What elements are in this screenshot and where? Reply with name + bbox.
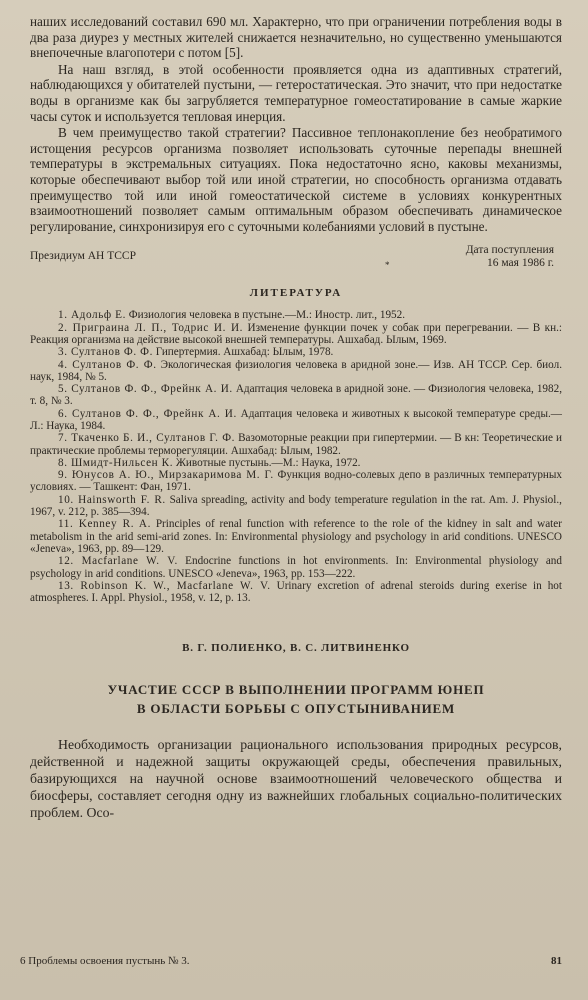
reference-text: Гипертермия. Ашхабад: Ылым, 1978. (152, 346, 334, 359)
reference-author: 4. Султанов Ф. Ф. (58, 358, 157, 371)
reference-text: Urinary excretion of adrenal steroids during exerise in hot atmospheres. I. Appl. Physiol., 1958, v. 12, p. 13. (30, 579, 563, 605)
reference-author: 5. Султанов Ф. Ф., Фрейнк А. И. (58, 383, 233, 396)
reference-item (30, 457, 562, 469)
reference-item (30, 383, 562, 408)
reference-text: Адаптация человека в аридной зоне. — Физиология человека, 1982, т. 8, № 3. (30, 383, 562, 408)
reference-item (30, 322, 562, 347)
page-number: 81 (551, 955, 562, 967)
reference-text: Saliva spreading, activity and body temperature regulation in the rat. Am. J. Physiol., 1967, v. 212, p. 385—394. (30, 493, 562, 519)
reference-text: Адаптация человека и животных к высокой температуре среды.—Л.: Наука, 1984. (30, 407, 562, 432)
reference-item (30, 518, 562, 555)
reference-author: 10. Hainsworth F. R. (58, 493, 166, 506)
reference-text: Экологическая физиология человека в аридной зоне.— Изв. АН ТССР. Сер. биол. наук, 1984, № 5. (30, 358, 562, 383)
body-paragraph-3: В чем преимущество такой стратегии? Пассивное теплонакопление без необратимого истощения ресурсов организма позволяет использовать суточные перепады внешней температуры в экстремальных ситуациях. Пока недостаточно ясно, каковы механизмы, которые обеспечивают выбор той или иной стратегии, но способность организма отдавать преимущество той или иной гомеостатической системе в условиях конкурентных взаимоотношений позволяет самым оптимальным образом обеспечивать динамическое регулирование, синхронизируя его с суточными колебаниями условий в пустыне. (30, 125, 562, 234)
reference-text: Функция водно-солевых депо в различных температурных условиях. — Ташкент: Фан, 1971. (30, 469, 563, 494)
reference-item (30, 580, 562, 605)
institution-line: Президиум АН ТССР (30, 250, 136, 263)
reference-author: 12. Macfarlane W. V. (58, 555, 178, 568)
reference-item (30, 359, 562, 384)
body-paragraph-1: наших исследований составил 690 мл. Характерно, что при ограничении потребления воды в два раза диурез у местных жителей снижается незначительно, но существенно уменьшаются внепочечные влагопотери с потом [5]. (30, 14, 562, 61)
article-body (30, 736, 562, 821)
reference-item (30, 494, 562, 519)
article-title (30, 680, 562, 718)
reference-text: Вазомоторные реакции при гипертермии. — В кн: Теоретические и практические проблемы терморегуляции. Ашхабад: Ылым, 1982. (30, 432, 562, 457)
article-title-line-2: В ОБЛАСТИ БОРЬБЫ С ОПУСТЫНИВАНИЕМ (136, 701, 456, 717)
article-title-line-1: УЧАСТИЕ СССР В ВЫПОЛНЕНИИ ПРОГРАММ ЮНЕП (107, 682, 485, 698)
reference-author: 13. Robinson K. W., Macfarlane W. V. (58, 579, 271, 592)
literature-heading: ЛИТЕРАТУРА (249, 287, 343, 300)
reference-author: 3. Султанов Ф. Ф. (58, 346, 153, 359)
reference-item (30, 469, 562, 494)
article-meta (30, 244, 562, 282)
reference-author: 7. Ткаченко Б. И., Султанов Г. Ф. (58, 432, 236, 445)
reference-author: 6. Султанов Ф. Ф., Фрейнк А. И. (58, 407, 237, 420)
reference-author: 8. Шмидт-Нильсен К. (58, 456, 174, 469)
article-body-paragraph: Необходимость организации рационального использования природных ресурсов, действенной и надежной защиты окружающей среды, обеспечения правильных, базирующихся на научной основе взаимоотношений человеческого общества и биосферы, составляет сегодня одну из важнейших глобальных социально-политических проблем. Осо- (30, 737, 562, 821)
received-label: Дата поступления (465, 244, 554, 257)
page-footer (20, 955, 562, 969)
reference-author: 2. Приграина Л. П., Тодрис И. И. (58, 321, 244, 334)
body-paragraph-2: На наш взгляд, в этой особенности проявляется одна из адаптивных стратегий, наблюдающихся у обитателей пустыни, — гетеростатическая. Это значит, что при недостатке воды в организме как бы загрубляется температурное гомеостатирование в самые жаркие часы суток и используется тепловая инерция. (30, 61, 562, 124)
asterisk-mark: * (385, 260, 390, 271)
reference-text: Изменение функции почек у собак при перегревании. — В кн.: Реакция организма на действие высокой внешней температуры. Ашхабад. Ылым, 1969. (30, 321, 562, 346)
received-date-block (466, 244, 554, 270)
received-date: 16 мая 1986 г. (486, 257, 554, 270)
reference-text: Физиология человека в пустыне.—М.: Иностр. лит., 1952. (125, 309, 406, 322)
reference-item (30, 309, 562, 321)
reference-text: Endocrine functions in hot environments. In: Environmental physiology and psychology in arid conditions. UNESCO «Jeneva», 1963, pp. 153—222. (30, 555, 562, 580)
reference-item (30, 408, 562, 433)
reference-item (30, 432, 562, 457)
reference-author: 9. Юнусов А. Ю., Мирзакаримова М. Г. (58, 469, 274, 482)
footer-signature: 6 Проблемы освоения пустынь № 3. (20, 955, 190, 967)
reference-list (30, 309, 562, 604)
reference-text: Животные пустынь.—М.: Наука, 1972. (173, 456, 361, 469)
reference-author: 1. Адольф Е. (58, 309, 126, 322)
reference-item (30, 346, 562, 358)
reference-item (30, 555, 562, 580)
article-authors: В. Г. ПОЛИЕНКО, В. С. ЛИТВИНЕНКО (182, 642, 410, 655)
reference-text: Principles of renal function with reference to the role of the kidney in salt and water metabolism in the arid semi-arid zones. In: Environmental physiology and psychology in arid conditions. UNESCO «Jeneva», 1963, pp. 89—129. (30, 518, 562, 555)
reference-author: 11. Kenney R. A. (58, 518, 151, 531)
